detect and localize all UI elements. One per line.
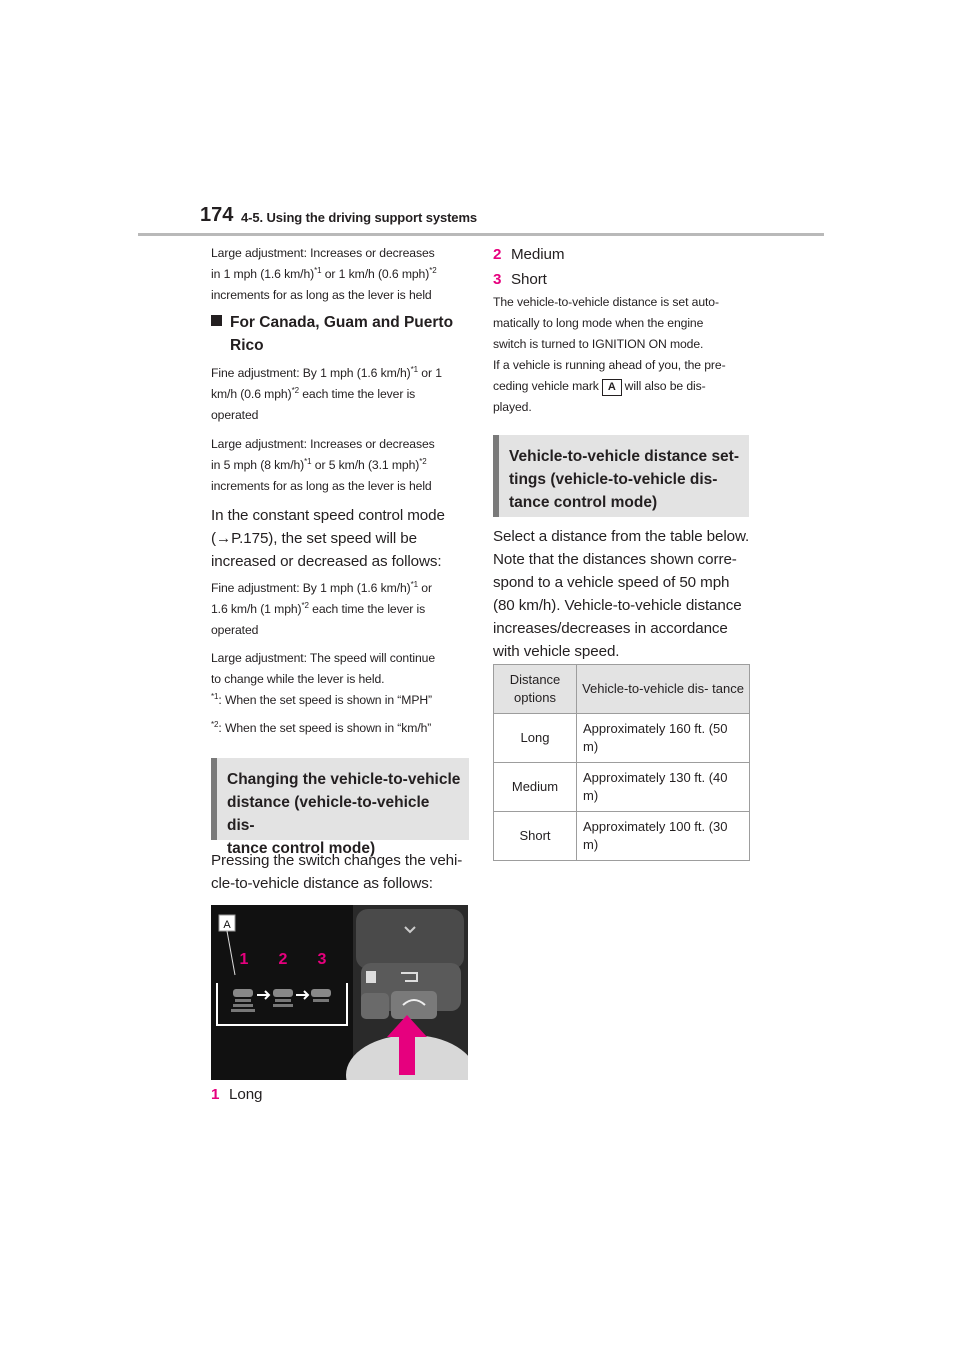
pressing-paragraph: Pressing the switch changes the vehi- cle-to-vehicle distance as follows: [211,852,463,892]
distance-settings-heading: Vehicle-to-vehicle distance set- tings (vehicle-to-vehicle dis- tance control mode) [493,435,749,517]
table-cell-option: Medium [494,763,577,812]
table-cell-distance: Approximately 100 ft. (30 m) [577,812,750,861]
auto-long-mode-note: The vehicle-to-vehicle distance is set auto- matically to long mode when the engine switch is turned to IGNITION ON mode. [493,295,719,351]
section-title: 4-5. Using the driving support systems [241,210,478,225]
distance-switch-figure [211,905,468,1080]
footnote-1: $^{*1}$: When the set speed is shown in “MPH” [211,691,433,707]
changing-distance-heading: Changing the vehicle-to-vehicle distance (vehicle-to-vehicle dis- tance control mode) [211,758,469,840]
canada-fine-adjustment: Fine adjustment: By 1 mph (1.6 km/h)$^{*1}$ or 1 km/h (0.6 mph)$^{*2}$ each time the lever is operated [211,364,442,422]
table-header-row [494,665,750,714]
constant-speed-large: Large adjustment: The speed will continue to change while the lever is held. [211,651,435,686]
select-distance-paragraph: Select a distance from the table below. Note that the distances shown corre- spond to a vehicle speed of 50 mph (80 km/h). Vehicle-to-vehicle distance increases/decreases in accordance with vehicle speed. [493,528,750,660]
constant-speed-fine: Fine adjustment: By 1 mph (1.6 km/h)$^{*1}$ or 1.6 km/h (1 mph)$^{*2}$ each time the lever is operated [211,579,432,637]
distance-switch [391,991,437,1019]
table-row [494,763,750,812]
square-bullet-icon [211,315,222,326]
label-a: A [223,919,231,931]
table-header-distance-options: Distance options [494,665,577,714]
preceding-vehicle-mark-icon: A [602,379,622,396]
table-cell-distance: Approximately 160 ft. (50 m) [577,714,750,763]
figure-illustration [211,905,468,1080]
table-cell-distance: Approximately 130 ft. (40 m) [577,763,750,812]
list-item-short: 3 Short [493,271,547,288]
table-header-vehicle-distance: Vehicle-to-vehicle dis- tance [577,665,750,714]
info-icon [366,971,376,983]
page-number: 174 [200,204,234,226]
table-cell-option: Long [494,714,577,763]
figure-num-3: 3 [317,951,327,968]
list-item-long: 1 Long [211,1086,263,1103]
preceding-vehicle-note: If a vehicle is running ahead of you, the pre- ceding vehicle mark A will also be dis- played. [493,358,726,414]
canada-large-adjustment: Large adjustment: Increases or decreases in 5 mph (8 km/h)$^{*1}$ or 5 km/h (3.1 mph)$^{*2}$ increments for as long as the lever is held [211,437,435,493]
table-row [494,812,750,861]
footnote-2: $^{*2}$: When the set speed is shown in “km/h” [211,719,432,735]
large-adjustment-mph: Large adjustment: Increases or decreases in 1 mph (1.6 km/h)$^{*1}$ or 1 km/h (0.6 mph)$^{*2}$ increments for as long as the lever is held [211,246,437,302]
vehicle-distance-short-icon [311,989,331,1002]
arrow-right-icon: → [215,530,232,547]
figure-num-2: 2 [278,951,288,968]
figure-num-1: 1 [239,951,249,968]
canada-heading: For Canada, Guam and Puerto Rico [211,311,471,357]
switch-panel [356,909,464,969]
table-cell-option: Short [494,812,577,861]
header-rule [138,233,824,236]
list-item-medium: 2 Medium [493,246,565,263]
table-row [494,714,750,763]
distance-table [493,664,750,861]
distance-table-wrap [493,664,750,861]
constant-speed-paragraph: In the constant speed control mode (→P.175), the set speed will be increased or decreased as follows: [211,507,445,570]
